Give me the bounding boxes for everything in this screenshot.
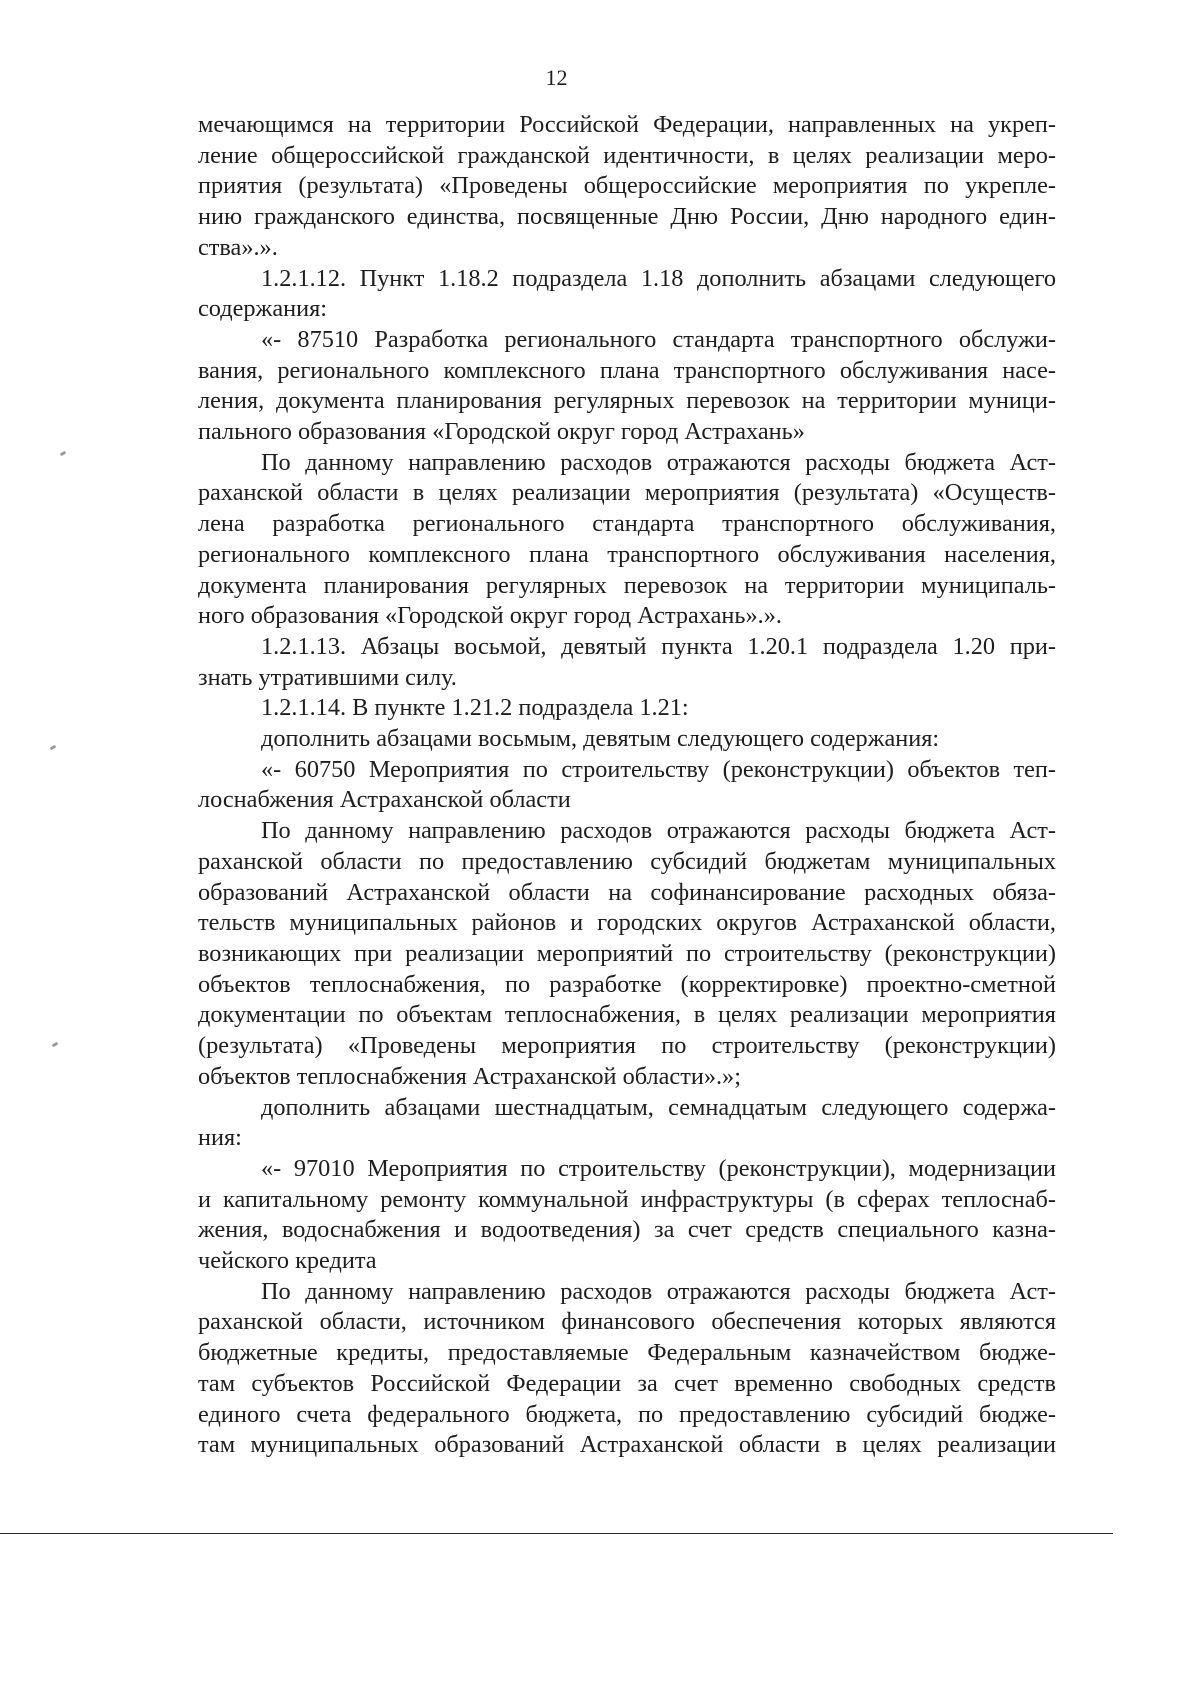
text-line: приятия (результата) «Проведены общероссийские мероприятия по укрепле- bbox=[198, 172, 1056, 200]
text-line: По данному направлению расходов отражаются расходы бюджета Аст- bbox=[261, 448, 1056, 476]
text-line: документации по объектам теплоснабжения, в целях реализации мероприятия bbox=[198, 1001, 1056, 1029]
text-line: объектов теплоснабжения Астраханской области».»; bbox=[198, 1062, 741, 1090]
text-line: дополнить абзацами восьмым, девятым следующего содержания: bbox=[261, 725, 940, 753]
text-line: ния: bbox=[198, 1124, 242, 1152]
text-line: там субъектов Российской Федерации за счет временно свободных средств bbox=[198, 1369, 1056, 1397]
text-line: чейского кредита bbox=[198, 1247, 377, 1275]
text-line: «- 60750 Мероприятия по строительству (реконструкции) объектов теп- bbox=[261, 755, 1056, 783]
text-line: содержания: bbox=[198, 295, 328, 323]
text-line: «- 97010 Мероприятия по строительству (реконструкции), модернизации bbox=[261, 1154, 1056, 1182]
scan-speck bbox=[60, 451, 67, 457]
text-line: возникающих при реализации мероприятий по строительству (реконструкции) bbox=[198, 939, 1056, 967]
text-line: раханской области, источником финансового обеспечения которых являются bbox=[198, 1308, 1056, 1336]
text-line: раханской области в целях реализации мероприятия (результата) «Осуществ- bbox=[198, 479, 1056, 507]
text-line: там муниципальных образований Астраханской области в целях реализации bbox=[198, 1431, 1056, 1459]
text-line: образований Астраханской области на софинансирование расходных обяза- bbox=[198, 878, 1056, 906]
text-line: (результата) «Проведены мероприятия по строительству (реконструкции) bbox=[198, 1032, 1056, 1060]
text-line: пального образования «Городской округ город Астрахань» bbox=[198, 418, 805, 446]
text-line: регионального комплексного плана транспортного обслуживания населения, bbox=[198, 540, 1056, 568]
document-body-text bbox=[198, 110, 1056, 1461]
text-line: знать утратившими силу. bbox=[198, 663, 457, 691]
text-line: 1.2.1.14. В пункте 1.21.2 подраздела 1.21: bbox=[261, 694, 689, 722]
text-line: документа планирования регулярных перевозок на территории муниципаль- bbox=[198, 571, 1056, 599]
bottom-rule-line bbox=[0, 1533, 1113, 1534]
text-line: и капитальному ремонту коммунальной инфраструктуры (в сферах теплоснаб- bbox=[198, 1185, 1056, 1213]
text-line: мечающимся на территории Российской Федерации, направленных на укреп- bbox=[198, 111, 1056, 138]
text-line: единого счета федерального бюджета, по предоставлению субсидий бюдже- bbox=[198, 1400, 1056, 1428]
text-line: ства».». bbox=[198, 233, 278, 261]
page-number: 12 bbox=[545, 65, 568, 90]
text-line: По данному направлению расходов отражаются расходы бюджета Аст- bbox=[261, 817, 1056, 845]
text-line: ного образования «Городской округ город Астрахань».». bbox=[198, 602, 782, 630]
text-line: объектов теплоснабжения, по разработке (корректировке) проектно-сметной bbox=[198, 970, 1056, 998]
text-line: По данному направлению расходов отражаются расходы бюджета Аст- bbox=[261, 1277, 1056, 1305]
scan-speck bbox=[50, 745, 57, 751]
text-line: 1.2.1.13. Абзацы восьмой, девятый пункта 1.20.1 подраздела 1.20 при- bbox=[261, 632, 1056, 660]
text-line: лоснабжения Астраханской области bbox=[198, 786, 571, 814]
text-line: ление общероссийской гражданской идентичности, в целях реализации меро- bbox=[198, 141, 1056, 169]
text-line: ления, документа планирования регулярных перевозок на территории муници- bbox=[198, 387, 1056, 415]
text-line: тельств муниципальных районов и городских округов Астраханской области, bbox=[198, 909, 1056, 937]
text-line: лена разработка регионального стандарта транспортного обслуживания, bbox=[198, 510, 1056, 538]
text-line: дополнить абзацами шестнадцатым, семнадцатым следующего содержа- bbox=[261, 1093, 1056, 1121]
text-line: «- 87510 Разработка регионального стандарта транспортного обслужи- bbox=[261, 325, 1056, 353]
text-line: раханской области по предоставлению субсидий бюджетам муниципальных bbox=[198, 847, 1056, 875]
text-line: бюджетные кредиты, предоставляемые Федеральным казначейством бюдже- bbox=[198, 1339, 1056, 1367]
text-line: нию гражданского единства, посвященные Дню России, Дню народного един- bbox=[198, 203, 1056, 231]
text-line: 1.2.1.12. Пункт 1.18.2 подраздела 1.18 дополнить абзацами следующего bbox=[261, 264, 1056, 292]
text-line: жения, водоснабжения и водоотведения) за счет средств специального казна- bbox=[198, 1216, 1056, 1244]
scan-speck bbox=[52, 1042, 59, 1048]
text-line: вания, регионального комплексного плана транспортного обслуживания насе- bbox=[198, 356, 1056, 384]
